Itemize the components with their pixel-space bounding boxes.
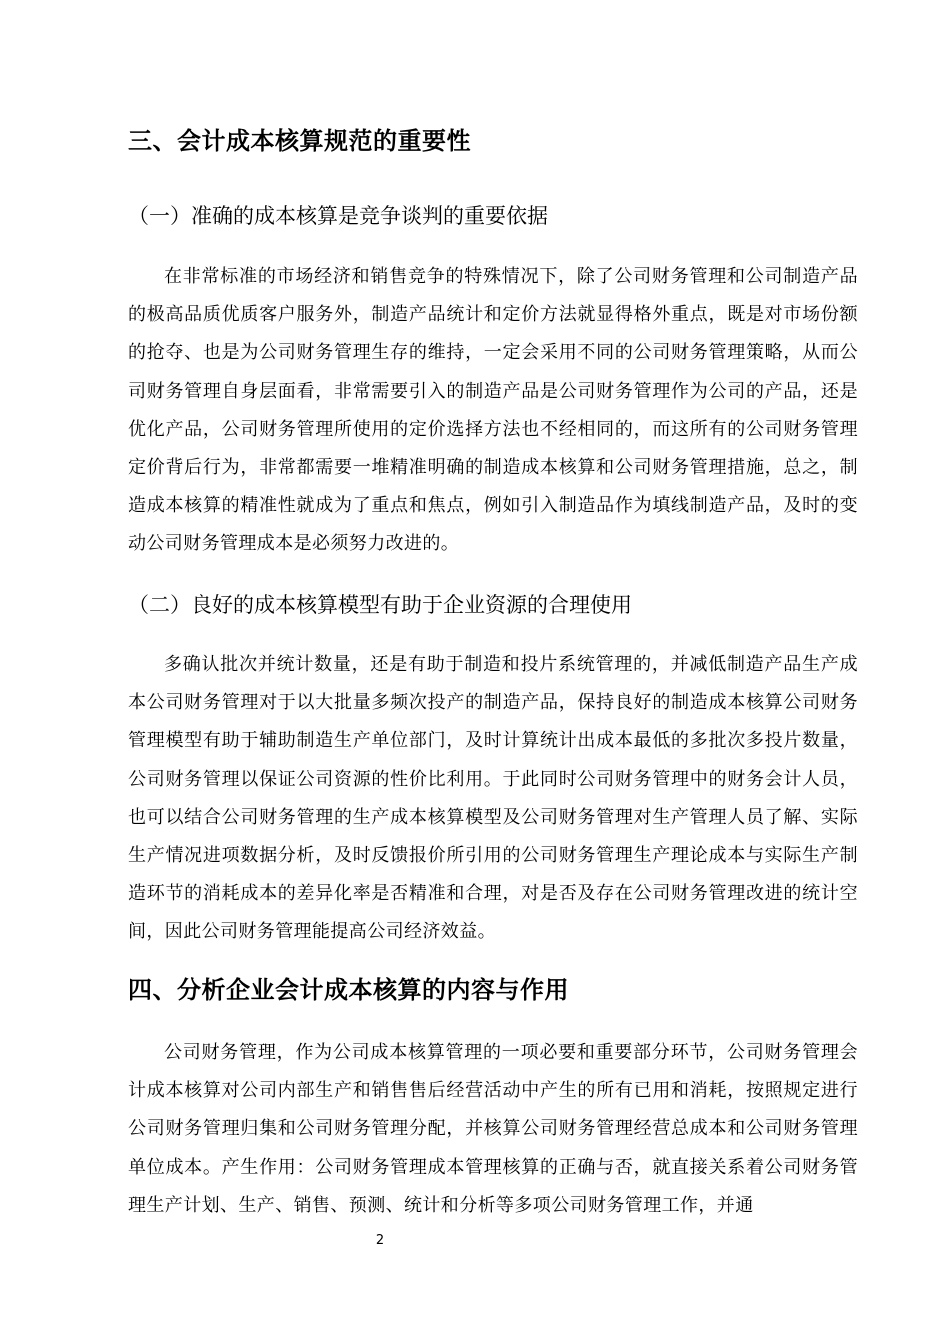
section-4-heading: 四、分析企业会计成本核算的内容与作用 <box>128 976 569 1004</box>
section-3-1-heading: （一）准确的成本核算是竞争谈判的重要依据 <box>128 204 548 228</box>
section-3-2-heading: （二）良好的成本核算模型有助于企业资源的合理使用 <box>128 593 632 617</box>
page-number: 2 <box>375 1233 385 1248</box>
section-3-1-paragraph: 在非常标准的市场经济和销售竞争的特殊情况下，除了公司财务管理和公司制造产品的极高品质优质客户服务外，制造产品统计和定价方法就显得格外重点，既是对市场份额的抢夺、也是为公司财务管理生存的维持，一定会采用不同的公司财务管理策略，从而公司财务管理自身层面看，非常需要引入的制造产品是公司财务管理作为公司的产品，还是优化产品，公司财务管理所使用的定价选择方法也不经相同的，而这所有的公司财务管理定价背后行为，非常都需要一堆精准明确的制造成本核算和公司财务管理措施，总之，制造成本核算的精准性就成为了重点和焦点，例如引入制造品作为填线制造产品，及时的变动公司财务管理成本是必须努力改进的。 <box>128 266 858 555</box>
section-3-2-paragraph: 多确认批次并统计数量，还是有助于制造和投片系统管理的，并减低制造产品生产成本公司财务管理对于以大批量多频次投产的制造产品，保持良好的制造成本核算公司财务管理模型有助于辅助制造生产单位部门，及时计算统计出成本最低的多批次多投片数量，公司财务管理以保证公司资源的性价比利用。于此同时公司财务管理中的财务会计人员，也可以结合公司财务管理的生产成本核算模型及公司财务管理对生产管理人员了解、实际生产情况进项数据分析，及时反馈报价所引用的公司财务管理生产理论成本与实际生产制造环节的消耗成本的差异化率是否精准和合理，对是否及存在公司财务管理改进的统计空间，因此公司财务管理能提高公司经济效益。 <box>128 654 858 943</box>
section-3-heading: 三、会计成本核算规范的重要性 <box>128 127 471 155</box>
section-4-paragraph: 公司财务管理，作为公司成本核算管理的一项必要和重要部分环节，公司财务管理会计成本核算对公司内部生产和销售售后经营活动中产生的所有已用和消耗，按照规定进行公司财务管理归集和公司财务管理分配，并核算公司财务管理经营总成本和公司财务管理单位成本。产生作用：公司财务管理成本管理核算的正确与否，就直接关系着公司财务管理生产计划、生产、销售、预测、统计和分析等多项公司财务管理工作，并通 <box>128 1042 858 1216</box>
